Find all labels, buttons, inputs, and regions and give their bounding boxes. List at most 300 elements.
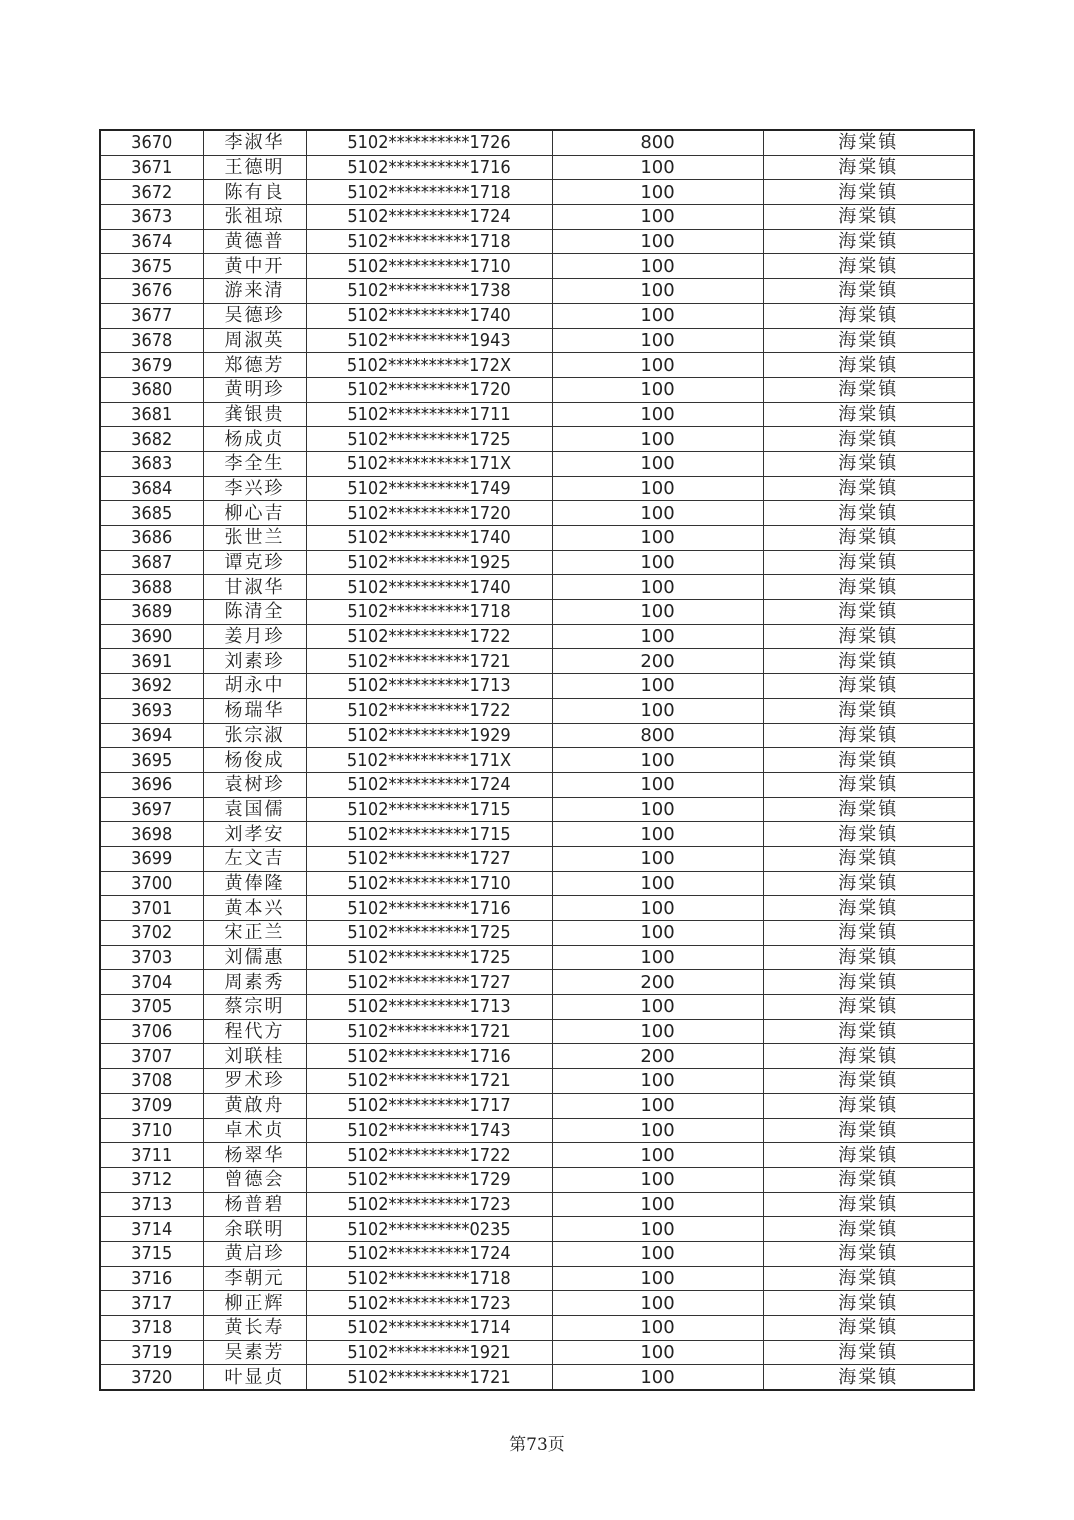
id-number-cell: 5102**********1718 <box>306 229 552 254</box>
name-cell: 李兴珍 <box>203 476 306 501</box>
name-cell: 袁国儒 <box>203 797 306 822</box>
name-cell: 柳心吉 <box>203 501 306 526</box>
amount-cell: 100 <box>552 945 763 970</box>
table-row <box>100 254 974 279</box>
serial-number-cell: 3718 <box>100 1316 203 1341</box>
table-row <box>100 1365 974 1390</box>
id-number-cell: 5102**********1727 <box>306 846 552 871</box>
table-row <box>100 526 974 551</box>
serial-number-cell: 3696 <box>100 772 203 797</box>
table-row <box>100 1316 974 1341</box>
name-cell: 刘孝安 <box>203 822 306 847</box>
amount-cell: 200 <box>552 649 763 674</box>
id-number-cell: 5102**********1722 <box>306 698 552 723</box>
id-number-cell: 5102**********1722 <box>306 1143 552 1168</box>
serial-number-cell: 3693 <box>100 698 203 723</box>
amount-cell: 800 <box>552 130 763 155</box>
id-number-cell: 5102**********1716 <box>306 155 552 180</box>
town-cell: 海棠镇 <box>763 1167 974 1192</box>
amount-cell: 100 <box>552 254 763 279</box>
name-cell: 张祖琼 <box>203 205 306 230</box>
id-number-cell: 5102**********0235 <box>306 1217 552 1242</box>
town-cell: 海棠镇 <box>763 624 974 649</box>
table-row <box>100 674 974 699</box>
table-row <box>100 1069 974 1094</box>
id-number-cell: 5102**********1722 <box>306 624 552 649</box>
page-number: 第73页 <box>509 1435 565 1455</box>
town-cell: 海棠镇 <box>763 1340 974 1365</box>
town-cell: 海棠镇 <box>763 649 974 674</box>
name-cell: 曾德会 <box>203 1167 306 1192</box>
name-cell: 左文吉 <box>203 846 306 871</box>
id-number-cell: 5102**********1925 <box>306 550 552 575</box>
id-number-cell: 5102**********1721 <box>306 1365 552 1390</box>
data-table-container <box>99 129 973 1391</box>
name-cell: 黄中开 <box>203 254 306 279</box>
name-cell: 刘儒惠 <box>203 945 306 970</box>
table-row <box>100 1044 974 1069</box>
table-row <box>100 377 974 402</box>
serial-number-cell: 3699 <box>100 846 203 871</box>
name-cell: 甘淑华 <box>203 575 306 600</box>
amount-cell: 100 <box>552 377 763 402</box>
name-cell: 李淑华 <box>203 130 306 155</box>
amount-cell: 100 <box>552 1019 763 1044</box>
name-cell: 张宗淑 <box>203 723 306 748</box>
serial-number-cell: 3678 <box>100 328 203 353</box>
amount-cell: 800 <box>552 723 763 748</box>
town-cell: 海棠镇 <box>763 945 974 970</box>
table-row <box>100 575 974 600</box>
town-cell: 海棠镇 <box>763 698 974 723</box>
name-cell: 杨成贞 <box>203 427 306 452</box>
amount-cell: 100 <box>552 526 763 551</box>
name-cell: 黄啟舟 <box>203 1093 306 1118</box>
amount-cell: 100 <box>552 1266 763 1291</box>
id-number-cell: 5102**********1720 <box>306 501 552 526</box>
table-row <box>100 698 974 723</box>
id-number-cell: 5102**********1727 <box>306 970 552 995</box>
serial-number-cell: 3709 <box>100 1093 203 1118</box>
amount-cell: 100 <box>552 402 763 427</box>
amount-cell: 100 <box>552 205 763 230</box>
amount-cell: 100 <box>552 871 763 896</box>
name-cell: 杨瑞华 <box>203 698 306 723</box>
town-cell: 海棠镇 <box>763 921 974 946</box>
serial-number-cell: 3687 <box>100 550 203 575</box>
name-cell: 游来清 <box>203 279 306 304</box>
amount-cell: 100 <box>552 896 763 921</box>
name-cell: 袁树珍 <box>203 772 306 797</box>
amount-cell: 100 <box>552 1316 763 1341</box>
town-cell: 海棠镇 <box>763 377 974 402</box>
serial-number-cell: 3700 <box>100 871 203 896</box>
amount-cell: 100 <box>552 303 763 328</box>
id-number-cell: 5102**********1724 <box>306 205 552 230</box>
name-cell: 龚银贵 <box>203 402 306 427</box>
table-row <box>100 130 974 155</box>
table-row <box>100 970 974 995</box>
name-cell: 黄启珍 <box>203 1241 306 1266</box>
serial-number-cell: 3706 <box>100 1019 203 1044</box>
id-number-cell: 5102**********1749 <box>306 476 552 501</box>
amount-cell: 200 <box>552 1044 763 1069</box>
serial-number-cell: 3712 <box>100 1167 203 1192</box>
name-cell: 刘联桂 <box>203 1044 306 1069</box>
table-row <box>100 995 974 1020</box>
name-cell: 李朝元 <box>203 1266 306 1291</box>
id-number-cell: 5102**********1929 <box>306 723 552 748</box>
name-cell: 罗术珍 <box>203 1069 306 1094</box>
serial-number-cell: 3671 <box>100 155 203 180</box>
serial-number-cell: 3677 <box>100 303 203 328</box>
amount-cell: 100 <box>552 229 763 254</box>
id-number-cell: 5102**********172X <box>306 353 552 378</box>
table-row <box>100 279 974 304</box>
serial-number-cell: 3719 <box>100 1340 203 1365</box>
id-number-cell: 5102**********1718 <box>306 1266 552 1291</box>
table-row <box>100 229 974 254</box>
table-row <box>100 1291 974 1316</box>
amount-cell: 100 <box>552 476 763 501</box>
id-number-cell: 5102**********1729 <box>306 1167 552 1192</box>
name-cell: 陈有良 <box>203 180 306 205</box>
amount-cell: 100 <box>552 353 763 378</box>
serial-number-cell: 3675 <box>100 254 203 279</box>
town-cell: 海棠镇 <box>763 1316 974 1341</box>
table-row <box>100 748 974 773</box>
serial-number-cell: 3691 <box>100 649 203 674</box>
amount-cell: 100 <box>552 624 763 649</box>
table-row <box>100 1217 974 1242</box>
town-cell: 海棠镇 <box>763 526 974 551</box>
name-cell: 姜月珍 <box>203 624 306 649</box>
id-number-cell: 5102**********1716 <box>306 1044 552 1069</box>
amount-cell: 100 <box>552 1241 763 1266</box>
amount-cell: 100 <box>552 1143 763 1168</box>
amount-cell: 100 <box>552 451 763 476</box>
town-cell: 海棠镇 <box>763 501 974 526</box>
id-number-cell: 5102**********1725 <box>306 945 552 970</box>
town-cell: 海棠镇 <box>763 896 974 921</box>
id-number-cell: 5102**********1715 <box>306 797 552 822</box>
amount-cell: 100 <box>552 279 763 304</box>
amount-cell: 100 <box>552 155 763 180</box>
amount-cell: 100 <box>552 501 763 526</box>
serial-number-cell: 3686 <box>100 526 203 551</box>
id-number-cell: 5102**********1713 <box>306 674 552 699</box>
name-cell: 张世兰 <box>203 526 306 551</box>
amount-cell: 100 <box>552 180 763 205</box>
town-cell: 海棠镇 <box>763 748 974 773</box>
serial-number-cell: 3701 <box>100 896 203 921</box>
table-row <box>100 1118 974 1143</box>
name-cell: 杨翠华 <box>203 1143 306 1168</box>
id-number-cell: 5102**********1718 <box>306 600 552 625</box>
name-cell: 胡永中 <box>203 674 306 699</box>
town-cell: 海棠镇 <box>763 1241 974 1266</box>
table-row <box>100 180 974 205</box>
name-cell: 程代方 <box>203 1019 306 1044</box>
name-cell: 杨普碧 <box>203 1192 306 1217</box>
id-number-cell: 5102**********1720 <box>306 377 552 402</box>
table-row <box>100 476 974 501</box>
table-row <box>100 797 974 822</box>
serial-number-cell: 3707 <box>100 1044 203 1069</box>
id-number-cell: 5102**********1721 <box>306 649 552 674</box>
id-number-cell: 5102**********1711 <box>306 402 552 427</box>
table-row <box>100 402 974 427</box>
town-cell: 海棠镇 <box>763 1266 974 1291</box>
name-cell: 黄本兴 <box>203 896 306 921</box>
amount-cell: 100 <box>552 822 763 847</box>
amount-cell: 200 <box>552 970 763 995</box>
serial-number-cell: 3715 <box>100 1241 203 1266</box>
table-row <box>100 501 974 526</box>
town-cell: 海棠镇 <box>763 476 974 501</box>
serial-number-cell: 3682 <box>100 427 203 452</box>
id-number-cell: 5102**********1726 <box>306 130 552 155</box>
serial-number-cell: 3692 <box>100 674 203 699</box>
id-number-cell: 5102**********171X <box>306 748 552 773</box>
town-cell: 海棠镇 <box>763 279 974 304</box>
name-cell: 郑德芳 <box>203 353 306 378</box>
id-number-cell: 5102**********1740 <box>306 526 552 551</box>
name-cell: 卓术贞 <box>203 1118 306 1143</box>
amount-cell: 100 <box>552 1291 763 1316</box>
table-row <box>100 1019 974 1044</box>
town-cell: 海棠镇 <box>763 575 974 600</box>
table-row <box>100 846 974 871</box>
amount-cell: 100 <box>552 846 763 871</box>
town-cell: 海棠镇 <box>763 303 974 328</box>
town-cell: 海棠镇 <box>763 1019 974 1044</box>
table-row <box>100 1143 974 1168</box>
id-number-cell: 5102**********1716 <box>306 896 552 921</box>
name-cell: 吴德珍 <box>203 303 306 328</box>
amount-cell: 100 <box>552 1340 763 1365</box>
amount-cell: 100 <box>552 921 763 946</box>
serial-number-cell: 3672 <box>100 180 203 205</box>
table-row <box>100 451 974 476</box>
name-cell: 周素秀 <box>203 970 306 995</box>
data-table <box>99 129 975 1391</box>
name-cell: 黄明珍 <box>203 377 306 402</box>
serial-number-cell: 3670 <box>100 130 203 155</box>
amount-cell: 100 <box>552 1069 763 1094</box>
table-row <box>100 896 974 921</box>
id-number-cell: 5102**********1721 <box>306 1019 552 1044</box>
table-row <box>100 1266 974 1291</box>
table-row <box>100 1093 974 1118</box>
id-number-cell: 5102**********1943 <box>306 328 552 353</box>
amount-cell: 100 <box>552 1167 763 1192</box>
id-number-cell: 5102**********1725 <box>306 921 552 946</box>
id-number-cell: 5102**********1740 <box>306 303 552 328</box>
table-row <box>100 328 974 353</box>
name-cell: 宋正兰 <box>203 921 306 946</box>
serial-number-cell: 3676 <box>100 279 203 304</box>
town-cell: 海棠镇 <box>763 772 974 797</box>
id-number-cell: 5102**********1724 <box>306 1241 552 1266</box>
amount-cell: 100 <box>552 328 763 353</box>
amount-cell: 100 <box>552 1118 763 1143</box>
id-number-cell: 5102**********1710 <box>306 871 552 896</box>
id-number-cell: 5102**********1738 <box>306 279 552 304</box>
amount-cell: 100 <box>552 772 763 797</box>
id-number-cell: 5102**********1740 <box>306 575 552 600</box>
table-row <box>100 353 974 378</box>
town-cell: 海棠镇 <box>763 229 974 254</box>
town-cell: 海棠镇 <box>763 723 974 748</box>
name-cell: 李全生 <box>203 451 306 476</box>
name-cell: 谭克珍 <box>203 550 306 575</box>
name-cell: 王德明 <box>203 155 306 180</box>
table-row <box>100 205 974 230</box>
serial-number-cell: 3702 <box>100 921 203 946</box>
town-cell: 海棠镇 <box>763 1291 974 1316</box>
table-row <box>100 427 974 452</box>
id-number-cell: 5102**********1714 <box>306 1316 552 1341</box>
serial-number-cell: 3679 <box>100 353 203 378</box>
table-row <box>100 1241 974 1266</box>
name-cell: 刘素珍 <box>203 649 306 674</box>
table-row <box>100 155 974 180</box>
town-cell: 海棠镇 <box>763 822 974 847</box>
town-cell: 海棠镇 <box>763 1093 974 1118</box>
id-number-cell: 5102**********1717 <box>306 1093 552 1118</box>
table-body <box>100 130 974 1390</box>
serial-number-cell: 3690 <box>100 624 203 649</box>
id-number-cell: 5102**********1718 <box>306 180 552 205</box>
serial-number-cell: 3717 <box>100 1291 203 1316</box>
amount-cell: 100 <box>552 674 763 699</box>
table-row <box>100 921 974 946</box>
town-cell: 海棠镇 <box>763 1365 974 1390</box>
table-row <box>100 871 974 896</box>
amount-cell: 100 <box>552 995 763 1020</box>
serial-number-cell: 3681 <box>100 402 203 427</box>
table-row <box>100 624 974 649</box>
town-cell: 海棠镇 <box>763 1069 974 1094</box>
serial-number-cell: 3680 <box>100 377 203 402</box>
town-cell: 海棠镇 <box>763 427 974 452</box>
table-row <box>100 600 974 625</box>
table-row <box>100 1340 974 1365</box>
serial-number-cell: 3720 <box>100 1365 203 1390</box>
amount-cell: 100 <box>552 797 763 822</box>
id-number-cell: 5102**********1723 <box>306 1192 552 1217</box>
name-cell: 陈清全 <box>203 600 306 625</box>
serial-number-cell: 3716 <box>100 1266 203 1291</box>
amount-cell: 100 <box>552 600 763 625</box>
id-number-cell: 5102**********171X <box>306 451 552 476</box>
town-cell: 海棠镇 <box>763 871 974 896</box>
name-cell: 周淑英 <box>203 328 306 353</box>
serial-number-cell: 3695 <box>100 748 203 773</box>
town-cell: 海棠镇 <box>763 1118 974 1143</box>
id-number-cell: 5102**********1715 <box>306 822 552 847</box>
id-number-cell: 5102**********1725 <box>306 427 552 452</box>
table-row <box>100 550 974 575</box>
amount-cell: 100 <box>552 1192 763 1217</box>
id-number-cell: 5102**********1721 <box>306 1069 552 1094</box>
serial-number-cell: 3694 <box>100 723 203 748</box>
amount-cell: 100 <box>552 1093 763 1118</box>
name-cell: 叶显贞 <box>203 1365 306 1390</box>
town-cell: 海棠镇 <box>763 130 974 155</box>
serial-number-cell: 3713 <box>100 1192 203 1217</box>
serial-number-cell: 3703 <box>100 945 203 970</box>
town-cell: 海棠镇 <box>763 205 974 230</box>
serial-number-cell: 3689 <box>100 600 203 625</box>
name-cell: 蔡宗明 <box>203 995 306 1020</box>
town-cell: 海棠镇 <box>763 846 974 871</box>
amount-cell: 100 <box>552 748 763 773</box>
name-cell: 柳正辉 <box>203 1291 306 1316</box>
town-cell: 海棠镇 <box>763 155 974 180</box>
serial-number-cell: 3705 <box>100 995 203 1020</box>
town-cell: 海棠镇 <box>763 353 974 378</box>
town-cell: 海棠镇 <box>763 328 974 353</box>
id-number-cell: 5102**********1723 <box>306 1291 552 1316</box>
serial-number-cell: 3684 <box>100 476 203 501</box>
serial-number-cell: 3714 <box>100 1217 203 1242</box>
town-cell: 海棠镇 <box>763 254 974 279</box>
town-cell: 海棠镇 <box>763 1044 974 1069</box>
table-row <box>100 303 974 328</box>
name-cell: 吴素芳 <box>203 1340 306 1365</box>
table-row <box>100 772 974 797</box>
town-cell: 海棠镇 <box>763 1217 974 1242</box>
town-cell: 海棠镇 <box>763 970 974 995</box>
table-row <box>100 649 974 674</box>
id-number-cell: 5102**********1710 <box>306 254 552 279</box>
serial-number-cell: 3688 <box>100 575 203 600</box>
id-number-cell: 5102**********1713 <box>306 995 552 1020</box>
table-row <box>100 1192 974 1217</box>
serial-number-cell: 3708 <box>100 1069 203 1094</box>
amount-cell: 100 <box>552 698 763 723</box>
town-cell: 海棠镇 <box>763 797 974 822</box>
amount-cell: 100 <box>552 550 763 575</box>
id-number-cell: 5102**********1921 <box>306 1340 552 1365</box>
town-cell: 海棠镇 <box>763 600 974 625</box>
serial-number-cell: 3704 <box>100 970 203 995</box>
town-cell: 海棠镇 <box>763 180 974 205</box>
serial-number-cell: 3711 <box>100 1143 203 1168</box>
town-cell: 海棠镇 <box>763 1143 974 1168</box>
table-row <box>100 1167 974 1192</box>
amount-cell: 100 <box>552 575 763 600</box>
town-cell: 海棠镇 <box>763 550 974 575</box>
id-number-cell: 5102**********1743 <box>306 1118 552 1143</box>
town-cell: 海棠镇 <box>763 995 974 1020</box>
town-cell: 海棠镇 <box>763 451 974 476</box>
serial-number-cell: 3697 <box>100 797 203 822</box>
name-cell: 黄俸隆 <box>203 871 306 896</box>
town-cell: 海棠镇 <box>763 1192 974 1217</box>
name-cell: 黄德普 <box>203 229 306 254</box>
town-cell: 海棠镇 <box>763 402 974 427</box>
serial-number-cell: 3685 <box>100 501 203 526</box>
table-row <box>100 723 974 748</box>
amount-cell: 100 <box>552 1217 763 1242</box>
serial-number-cell: 3683 <box>100 451 203 476</box>
serial-number-cell: 3698 <box>100 822 203 847</box>
id-number-cell: 5102**********1724 <box>306 772 552 797</box>
serial-number-cell: 3674 <box>100 229 203 254</box>
